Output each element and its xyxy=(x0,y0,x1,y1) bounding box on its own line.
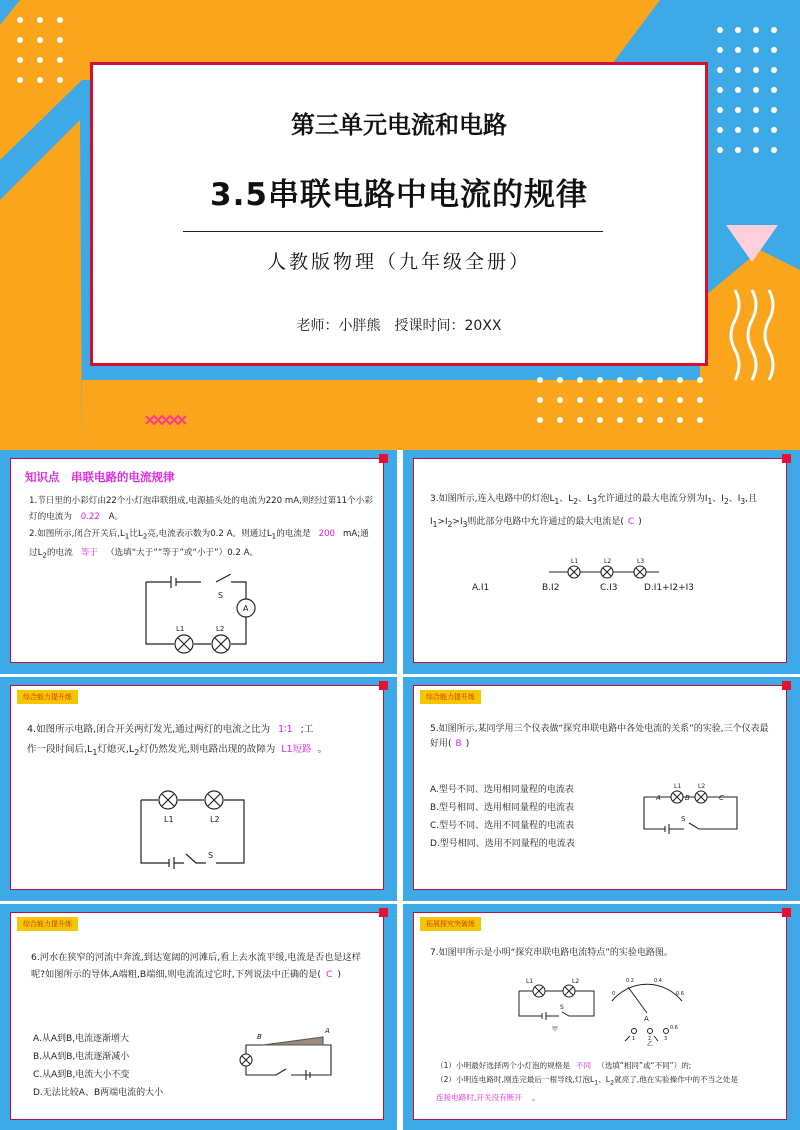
option-a: A.I1 xyxy=(472,583,490,593)
svg-text:L2: L2 xyxy=(604,558,612,565)
q3-text: ,且I xyxy=(430,494,758,527)
q2-answer-1: 200 xyxy=(318,529,336,539)
q3-text: 则此部分电路中允许通过的最大电流是( xyxy=(467,516,624,527)
section-tag: 综合能力提升练 xyxy=(420,690,481,704)
q7-answer-1: 不同 xyxy=(575,1061,592,1070)
scale-1: 1 xyxy=(632,1036,636,1042)
terminal-06: 0.6 xyxy=(670,1025,678,1031)
switch-label: S xyxy=(208,851,214,860)
slide-question-3 xyxy=(403,450,800,674)
q5-text: ) xyxy=(465,739,470,749)
scale-04: 0.4 xyxy=(654,978,662,984)
q4-text: ;工 xyxy=(300,724,314,735)
question-6 xyxy=(31,949,361,983)
option-a: A.从A到B,电流逐渐增大 xyxy=(33,1034,130,1044)
option-b: B.I2 xyxy=(542,583,560,593)
slide-card xyxy=(10,458,384,663)
ammeter-label: A xyxy=(243,604,249,613)
scale-2: 2 xyxy=(648,1036,652,1042)
label-c: C xyxy=(719,794,724,802)
cover-slide xyxy=(0,0,800,450)
slide-card xyxy=(413,685,787,890)
scale-06: 0.6 xyxy=(676,991,684,997)
experiment-diagram xyxy=(504,971,704,1049)
corner-square xyxy=(782,454,791,463)
question-7-part-2: （2）小明连电路时,刚连完最后一根导线,灯泡$L_1$、$L_2$就亮了,他在实验操作中的不当之处是 连接电路时,开关没有断开 。 xyxy=(436,1075,738,1102)
question-2: 2.如图所示,闭合开关后$,L_1$比$L_2$亮,电流表示数为0.2 A。则通过$L_1$的电流是 200 mA;通过$L_2$的电流 等于 （选填“大于”“等于”或“小于”）0.2 A。 xyxy=(29,529,369,560)
sub: 3 xyxy=(592,496,597,506)
option-c: C.I3 xyxy=(600,583,618,593)
q4-text: 作一段时间后,L xyxy=(27,744,93,755)
q3-text: 、L xyxy=(559,494,574,504)
slide-card xyxy=(10,912,384,1120)
scale-0: 0 xyxy=(612,991,616,997)
circuit-diagram-1 xyxy=(136,574,266,654)
slide-question-4 xyxy=(0,677,397,901)
q7-text: 、L xyxy=(598,1075,611,1084)
lamp2-label: L2 xyxy=(210,815,220,824)
scale-3: 3 xyxy=(664,1036,668,1042)
slide-card xyxy=(413,912,787,1120)
option-c: C.型号不同、选用不同量程的电流表 xyxy=(430,821,575,831)
option-b: B.从A到B,电流逐渐减小 xyxy=(33,1052,130,1062)
label-a: A xyxy=(325,1027,330,1035)
lamp1-label: L1 xyxy=(164,815,174,824)
section-tag: 综合能力提升练 xyxy=(17,917,78,931)
option-c: C.从A到B,电流大小不变 xyxy=(33,1070,130,1080)
slide-card xyxy=(10,685,384,890)
question-7: 7.如图甲所示是小明“探究串联电路电流特点”的实验电路图。 xyxy=(430,948,673,958)
slide-knowledge-point xyxy=(0,450,397,674)
question-3: 3.如图所示,连入电路中的灯泡$L_1$、$L_2$、$L_3$允许通过的最大电流分别为$I_1$、$I_2$、$I_3$,且$I_1>I_2>I_3$则此部分电路中允许通过的最大电流是( C ) xyxy=(430,494,758,529)
q4-text: 灯熄灭,L xyxy=(97,744,135,755)
option-d: D.I1+I2+I3 xyxy=(644,583,695,593)
slide-question-7 xyxy=(403,904,800,1130)
q2-text: 比L xyxy=(129,529,143,539)
section-tag: 综合能力提升练 xyxy=(17,690,78,704)
corner-square xyxy=(379,681,388,690)
q3-text: 、I xyxy=(712,494,724,504)
q3-text: 允许通过的最大电流分别为I xyxy=(596,494,708,504)
q5-text: 5.如图所示,某同学用三个仪表做“探究串联电路中各处电流的关系”的实验,三个仪表最好用( xyxy=(430,724,769,749)
q3-text: 、I xyxy=(728,494,741,504)
q3-answer: C xyxy=(627,516,635,527)
textbook-subtitle: 人教版物理（九年级全册） xyxy=(266,251,531,273)
q5-answer: B xyxy=(455,739,462,749)
q6-answer: C xyxy=(325,969,333,980)
q6-text: 6.河水在狭窄的河流中奔流,到达宽阔的河滩后,看上去水流平缓,电流是否也是这样呢?如图所示的导体,A端粗,B端细,则电流流过它时,下列说法中正确的是( xyxy=(31,952,361,980)
question-7-part-1 xyxy=(436,1059,776,1073)
question-4: 4.如图所示电路,闭合开关两灯发光,通过两灯的电流之比为 1∶1 ;工 作一段时间后$,L_1$灯熄灭$,L_2$灯仍然发光,则电路出现的故障为 L1短路 。 xyxy=(27,724,328,757)
label-jia: 甲 xyxy=(552,1026,559,1033)
section-heading: 知识点 串联电路的电流规律 xyxy=(25,470,175,484)
svg-text:L1: L1 xyxy=(571,558,579,565)
label-l2: L2 xyxy=(572,978,580,985)
q6-text: ) xyxy=(337,969,341,980)
question-1 xyxy=(29,493,374,525)
circuit-diagram-4 xyxy=(639,779,749,839)
label-l1: L1 xyxy=(674,783,682,790)
q7-answer-2: 连接电路时,开关没有断开 xyxy=(436,1092,522,1102)
label-b: B xyxy=(257,1033,262,1041)
label-yi: 乙 xyxy=(647,1041,654,1048)
q7-text: （1）小明最好选择两个小灯泡的规格是 xyxy=(436,1061,570,1070)
label-ammeter: A xyxy=(644,1015,649,1023)
q1-answer: 0.22 xyxy=(80,512,100,522)
q4-answer-2: L1短路 xyxy=(281,744,312,755)
label-s: S xyxy=(560,1004,564,1011)
q7-text: （选填“相同”或“不同”）的; xyxy=(597,1061,692,1070)
cover-card xyxy=(90,62,708,366)
circuit-diagram-3 xyxy=(136,788,261,870)
q3-text: ) xyxy=(638,516,642,527)
section-tag: 拓展探究突破练 xyxy=(420,917,481,931)
lamp2-label: L2 xyxy=(216,625,225,633)
sub: 2 xyxy=(573,496,579,506)
label-b: B xyxy=(685,794,690,802)
sub: 1 xyxy=(554,496,560,506)
conductor-diagram xyxy=(231,1023,341,1083)
q3-text: 3.如图所示,连入电路中的灯泡L xyxy=(430,494,555,504)
option-d: D.无法比较A、B两端电流的大小 xyxy=(33,1088,164,1098)
q2-text: 的电流是 xyxy=(276,529,311,539)
q7-text: （2）小明连电路时,刚连完最后一根导线,灯泡L xyxy=(436,1075,595,1084)
question-5 xyxy=(430,722,775,752)
q4-answer-1: 1∶1 xyxy=(278,724,293,735)
label-a: A xyxy=(656,794,661,802)
teacher-info: 老师：小胖熊 授课时间：20XX xyxy=(296,318,502,334)
q4-text: 灯仍然发光,则电路出现的故障为 xyxy=(139,744,276,755)
unit-title: 第三单元电流和电路 xyxy=(291,111,507,139)
q2-text: 亮,电流表示数为0.2 A。则通过L xyxy=(147,529,272,539)
q4-text: 。 xyxy=(317,744,328,755)
corner-square xyxy=(782,681,791,690)
label-l1: L1 xyxy=(526,978,534,985)
scale-02: 0.2 xyxy=(626,978,634,984)
slide-question-5 xyxy=(403,677,800,901)
option-a: A.型号不同、选用相同量程的电流表 xyxy=(430,785,574,795)
q2-text: 2.如图所示,闭合开关后,L xyxy=(29,529,125,539)
switch-label: S xyxy=(218,591,224,600)
option-d: D.型号相同、选用不同量程的电流表 xyxy=(430,839,575,849)
q1-unit: A。 xyxy=(108,512,124,522)
slide-question-6 xyxy=(0,904,397,1130)
q7-text: 。 xyxy=(531,1092,540,1102)
q2-text: mA;通过L xyxy=(29,529,369,558)
corner-square xyxy=(782,908,791,917)
q1-text: 1.节日里的小彩灯由22个小灯泡串联组成,电源插头处的电流为220 mA,则经过第11个小彩灯的电流为 xyxy=(29,496,373,522)
q3-text: 、L xyxy=(578,494,593,504)
slide-card xyxy=(413,458,787,663)
lamp1-label: L1 xyxy=(176,625,185,633)
q4-text: 4.如图所示电路,闭合开关两灯发光,通过两灯的电流之比为 xyxy=(27,724,271,735)
svg-text:L3: L3 xyxy=(637,558,645,565)
q7-text: 就亮了,他在实验操作中的不当之处是 xyxy=(614,1075,738,1084)
label-l2: L2 xyxy=(698,783,706,790)
q2-text: 的电流 xyxy=(46,547,73,558)
title-divider xyxy=(183,231,603,232)
lesson-title: 3.5串联电路中电流的规律 xyxy=(210,177,588,213)
label-s: S xyxy=(681,815,686,823)
corner-square xyxy=(379,908,388,917)
q2-answer-2: 等于 xyxy=(80,547,98,558)
q2-text: （选填“大于”“等于”或“小于”）0.2 A。 xyxy=(105,547,259,558)
option-b: B.型号相同、选用相同量程的电流表 xyxy=(430,803,575,813)
corner-square xyxy=(379,454,388,463)
